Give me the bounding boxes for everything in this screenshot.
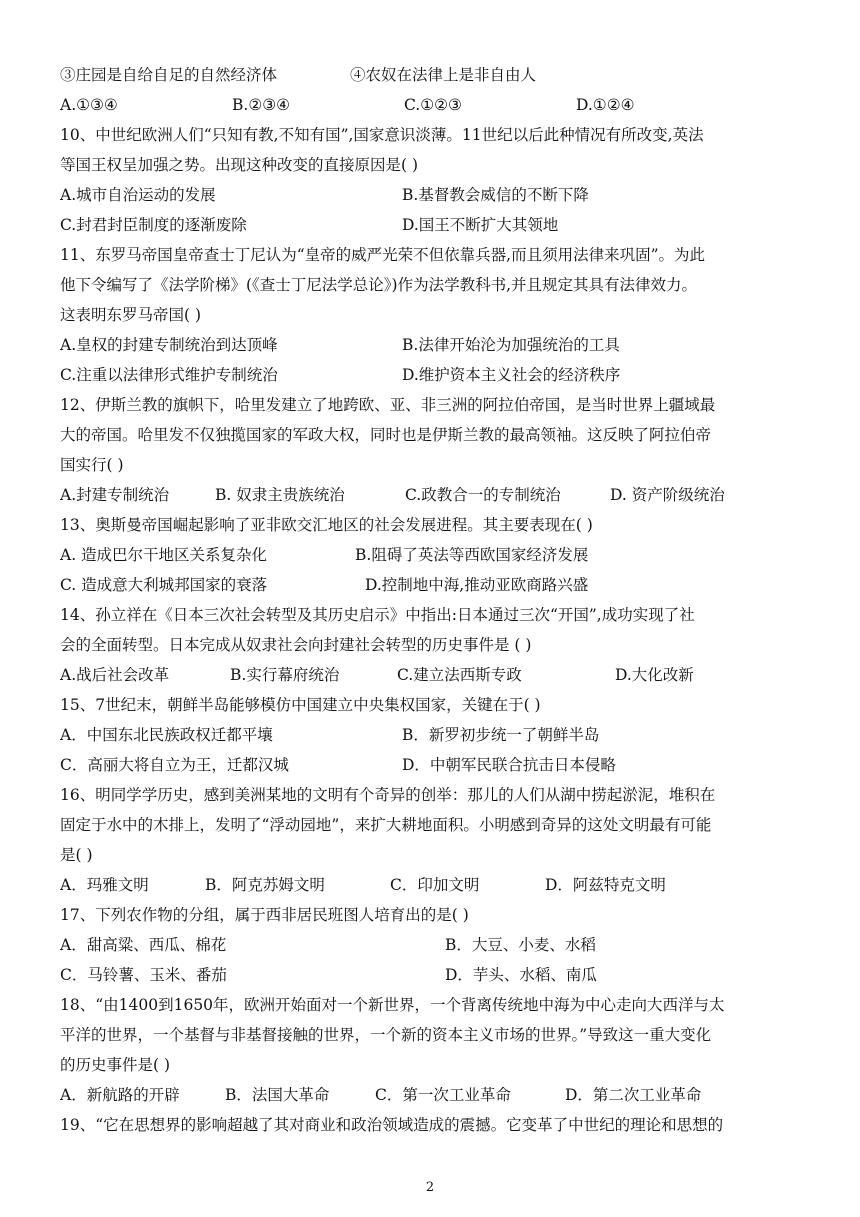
- question-11: [60, 240, 810, 390]
- option-c[interactable]: C．高丽大将自立为王，迁都汉城: [60, 756, 289, 774]
- option-c[interactable]: C．马铃薯、玉米、番茄: [60, 966, 227, 984]
- option-b[interactable]: B．法国大革命: [225, 1086, 330, 1104]
- question-list: [60, 60, 810, 1140]
- options-row: [60, 660, 810, 690]
- options-row: [60, 570, 810, 600]
- option-c[interactable]: C．第一次工业革命: [375, 1086, 511, 1104]
- question-stem: 等国王权呈加强之势。出现这种改变的直接原因是( ): [60, 156, 419, 174]
- question-stem: 18、“由1400到1650年，欧洲开始面对一个新世界，一个背离传统地中海为中心走向大西洋与太: [60, 996, 725, 1014]
- question-13: [60, 510, 810, 600]
- option-c[interactable]: C.政教合一的专制统治: [405, 486, 561, 504]
- question-19: [60, 1110, 810, 1140]
- option-b[interactable]: B.基督教会威信的不断下降: [402, 186, 589, 204]
- option-c[interactable]: C.封君封臣制度的逐渐废除: [60, 216, 247, 234]
- options-row: [60, 480, 810, 510]
- question-stem: 国实行( ): [60, 456, 124, 474]
- option-c[interactable]: C.①②③: [404, 96, 462, 114]
- option-d[interactable]: D．第二次工业革命: [565, 1086, 702, 1104]
- option-b[interactable]: B．阿克苏姆文明: [205, 876, 325, 894]
- option-a[interactable]: A.封建专制统治: [60, 486, 170, 504]
- question-stem: 的历史事件是( ): [60, 1056, 171, 1074]
- question-stem: 19、“它在思想界的影响超越了其对商业和政治领域造成的震撼。它变革了中世纪的理论和思想的: [60, 1116, 724, 1134]
- question-stem: 他下令编写了《法学阶梯》(《查士丁尼法学总论》)作为法学教科书,并且规定其具有法律效力。: [60, 276, 698, 294]
- option-c[interactable]: C．印加文明: [390, 876, 480, 894]
- option-a[interactable]: A．新航路的开辟: [60, 1086, 180, 1104]
- option-b[interactable]: B.阻碍了英法等西欧国家经济发展: [355, 546, 589, 564]
- option-b[interactable]: B.②③④: [232, 96, 291, 114]
- question-stem: 会的全面转型。日本完成从奴隶社会向封建社会转型的历史事件是 ( ): [60, 636, 532, 654]
- option-b[interactable]: B.法律开始沦为加强统治的工具: [402, 336, 620, 354]
- question-stem: 17、下列农作物的分组，属于西非居民班图人培育出的是( ): [60, 906, 469, 924]
- question-10: [60, 120, 810, 240]
- question-15: [60, 690, 810, 780]
- option-d[interactable]: D．中朝军民联合抗击日本侵略: [402, 756, 616, 774]
- question-stem: 11、东罗马帝国皇帝查士丁尼认为“皇帝的威严光荣不但依靠兵器,而且须用法律来巩固”。为此: [60, 246, 706, 264]
- question-12: [60, 390, 810, 510]
- statement-4: ④农奴在法律上是非自由人: [350, 66, 537, 84]
- option-b[interactable]: B. 奴隶主贵族统治: [215, 486, 345, 504]
- options-row: [60, 930, 810, 960]
- option-d[interactable]: D.维护资本主义社会的经济秩序: [402, 366, 621, 384]
- options-row: [60, 870, 810, 900]
- options-row: [60, 210, 810, 240]
- statement-3: ③庄园是自给自足的自然经济体: [60, 66, 278, 84]
- question-stem: 12、伊斯兰教的旗帜下，哈里发建立了地跨欧、亚、非三洲的阿拉伯帝国，是当时世界上疆域最: [60, 396, 716, 414]
- q9-statements: [60, 60, 810, 90]
- question-stem: 10、中世纪欧洲人们“只知有教,不知有国”,国家意识淡薄。11世纪以后此种情况有所改变,英法: [60, 126, 704, 144]
- options-row: [60, 330, 810, 360]
- question-stem: 这表明东罗马帝国( ): [60, 306, 202, 324]
- options-row: [60, 1080, 810, 1110]
- question-17: [60, 900, 810, 990]
- question-stem: 14、孙立祥在《日本三次社会转型及其历史启示》中指出:日本通过三次“开国”,成功实现了社: [60, 606, 695, 624]
- options-row: [60, 180, 810, 210]
- option-d[interactable]: D.国王不断扩大其领地: [402, 216, 559, 234]
- question-stem: 15、7世纪末，朝鲜半岛能够模仿中国建立中央集权国家，关键在于( ): [60, 696, 541, 714]
- question-stem: 是( ): [60, 846, 93, 864]
- options-row: [60, 960, 810, 990]
- options-row: [60, 360, 810, 390]
- option-d[interactable]: D.大化改新: [615, 666, 694, 684]
- option-b[interactable]: B.实行幕府统治: [230, 666, 340, 684]
- option-b[interactable]: B．大豆、小麦、水稻: [445, 936, 596, 954]
- option-a[interactable]: A.城市自治运动的发展: [60, 186, 216, 204]
- option-c[interactable]: C.建立法西斯专政: [397, 666, 522, 684]
- option-b[interactable]: B．新罗初步统一了朝鲜半岛: [402, 726, 600, 744]
- option-c[interactable]: C.注重以法律形式维护专制统治: [60, 366, 278, 384]
- question-stem: 大的帝国。哈里发不仅独揽国家的军政大权，同时也是伊斯兰教的最高领袖。这反映了阿拉伯帝: [60, 426, 712, 444]
- q9-options: [60, 90, 810, 120]
- option-d[interactable]: D．芋头、水稻、南瓜: [445, 966, 597, 984]
- page-number: 2: [425, 1180, 435, 1195]
- question-stem: 固定于水中的木排上，发明了“浮动园地”，来扩大耕地面积。小明感到奇异的这处文明最有可能: [60, 816, 712, 834]
- question-14: [60, 600, 810, 690]
- option-a[interactable]: A．中国东北民族政权迁都平壤: [60, 726, 273, 744]
- option-a[interactable]: A.皇权的封建专制统治到达顶峰: [60, 336, 278, 354]
- option-a[interactable]: A.①③④: [60, 96, 118, 114]
- option-d[interactable]: D. 资产阶级统治: [610, 486, 725, 504]
- option-d[interactable]: D．阿兹特克文明: [545, 876, 666, 894]
- options-row: [60, 540, 810, 570]
- option-a[interactable]: A. 造成巴尔干地区关系复杂化: [60, 546, 268, 564]
- options-row: [60, 720, 810, 750]
- question-stem: 13、奥斯曼帝国崛起影响了亚非欧交汇地区的社会发展进程。其主要表现在( ): [60, 516, 593, 534]
- option-a[interactable]: A.战后社会改革: [60, 666, 170, 684]
- option-d[interactable]: D.①②④: [576, 96, 635, 114]
- question-18: [60, 990, 810, 1110]
- option-a[interactable]: A．玛雅文明: [60, 876, 149, 894]
- question-16: [60, 780, 810, 900]
- question-stem: 16、明同学学历史，感到美洲某地的文明有个奇异的创举：那儿的人们从湖中捞起淤泥，堆积在: [60, 786, 716, 804]
- option-c[interactable]: C. 造成意大利城邦国家的衰落: [60, 576, 268, 594]
- option-a[interactable]: A．甜高粱、西瓜、棉花: [60, 936, 227, 954]
- options-row: [60, 750, 810, 780]
- question-stem: 平洋的世界，一个基督与非基督接触的世界，一个新的资本主义市场的世界。”导致这一重大变化: [60, 1026, 712, 1044]
- option-d[interactable]: D.控制地中海,推动亚欧商路兴盛: [365, 576, 589, 594]
